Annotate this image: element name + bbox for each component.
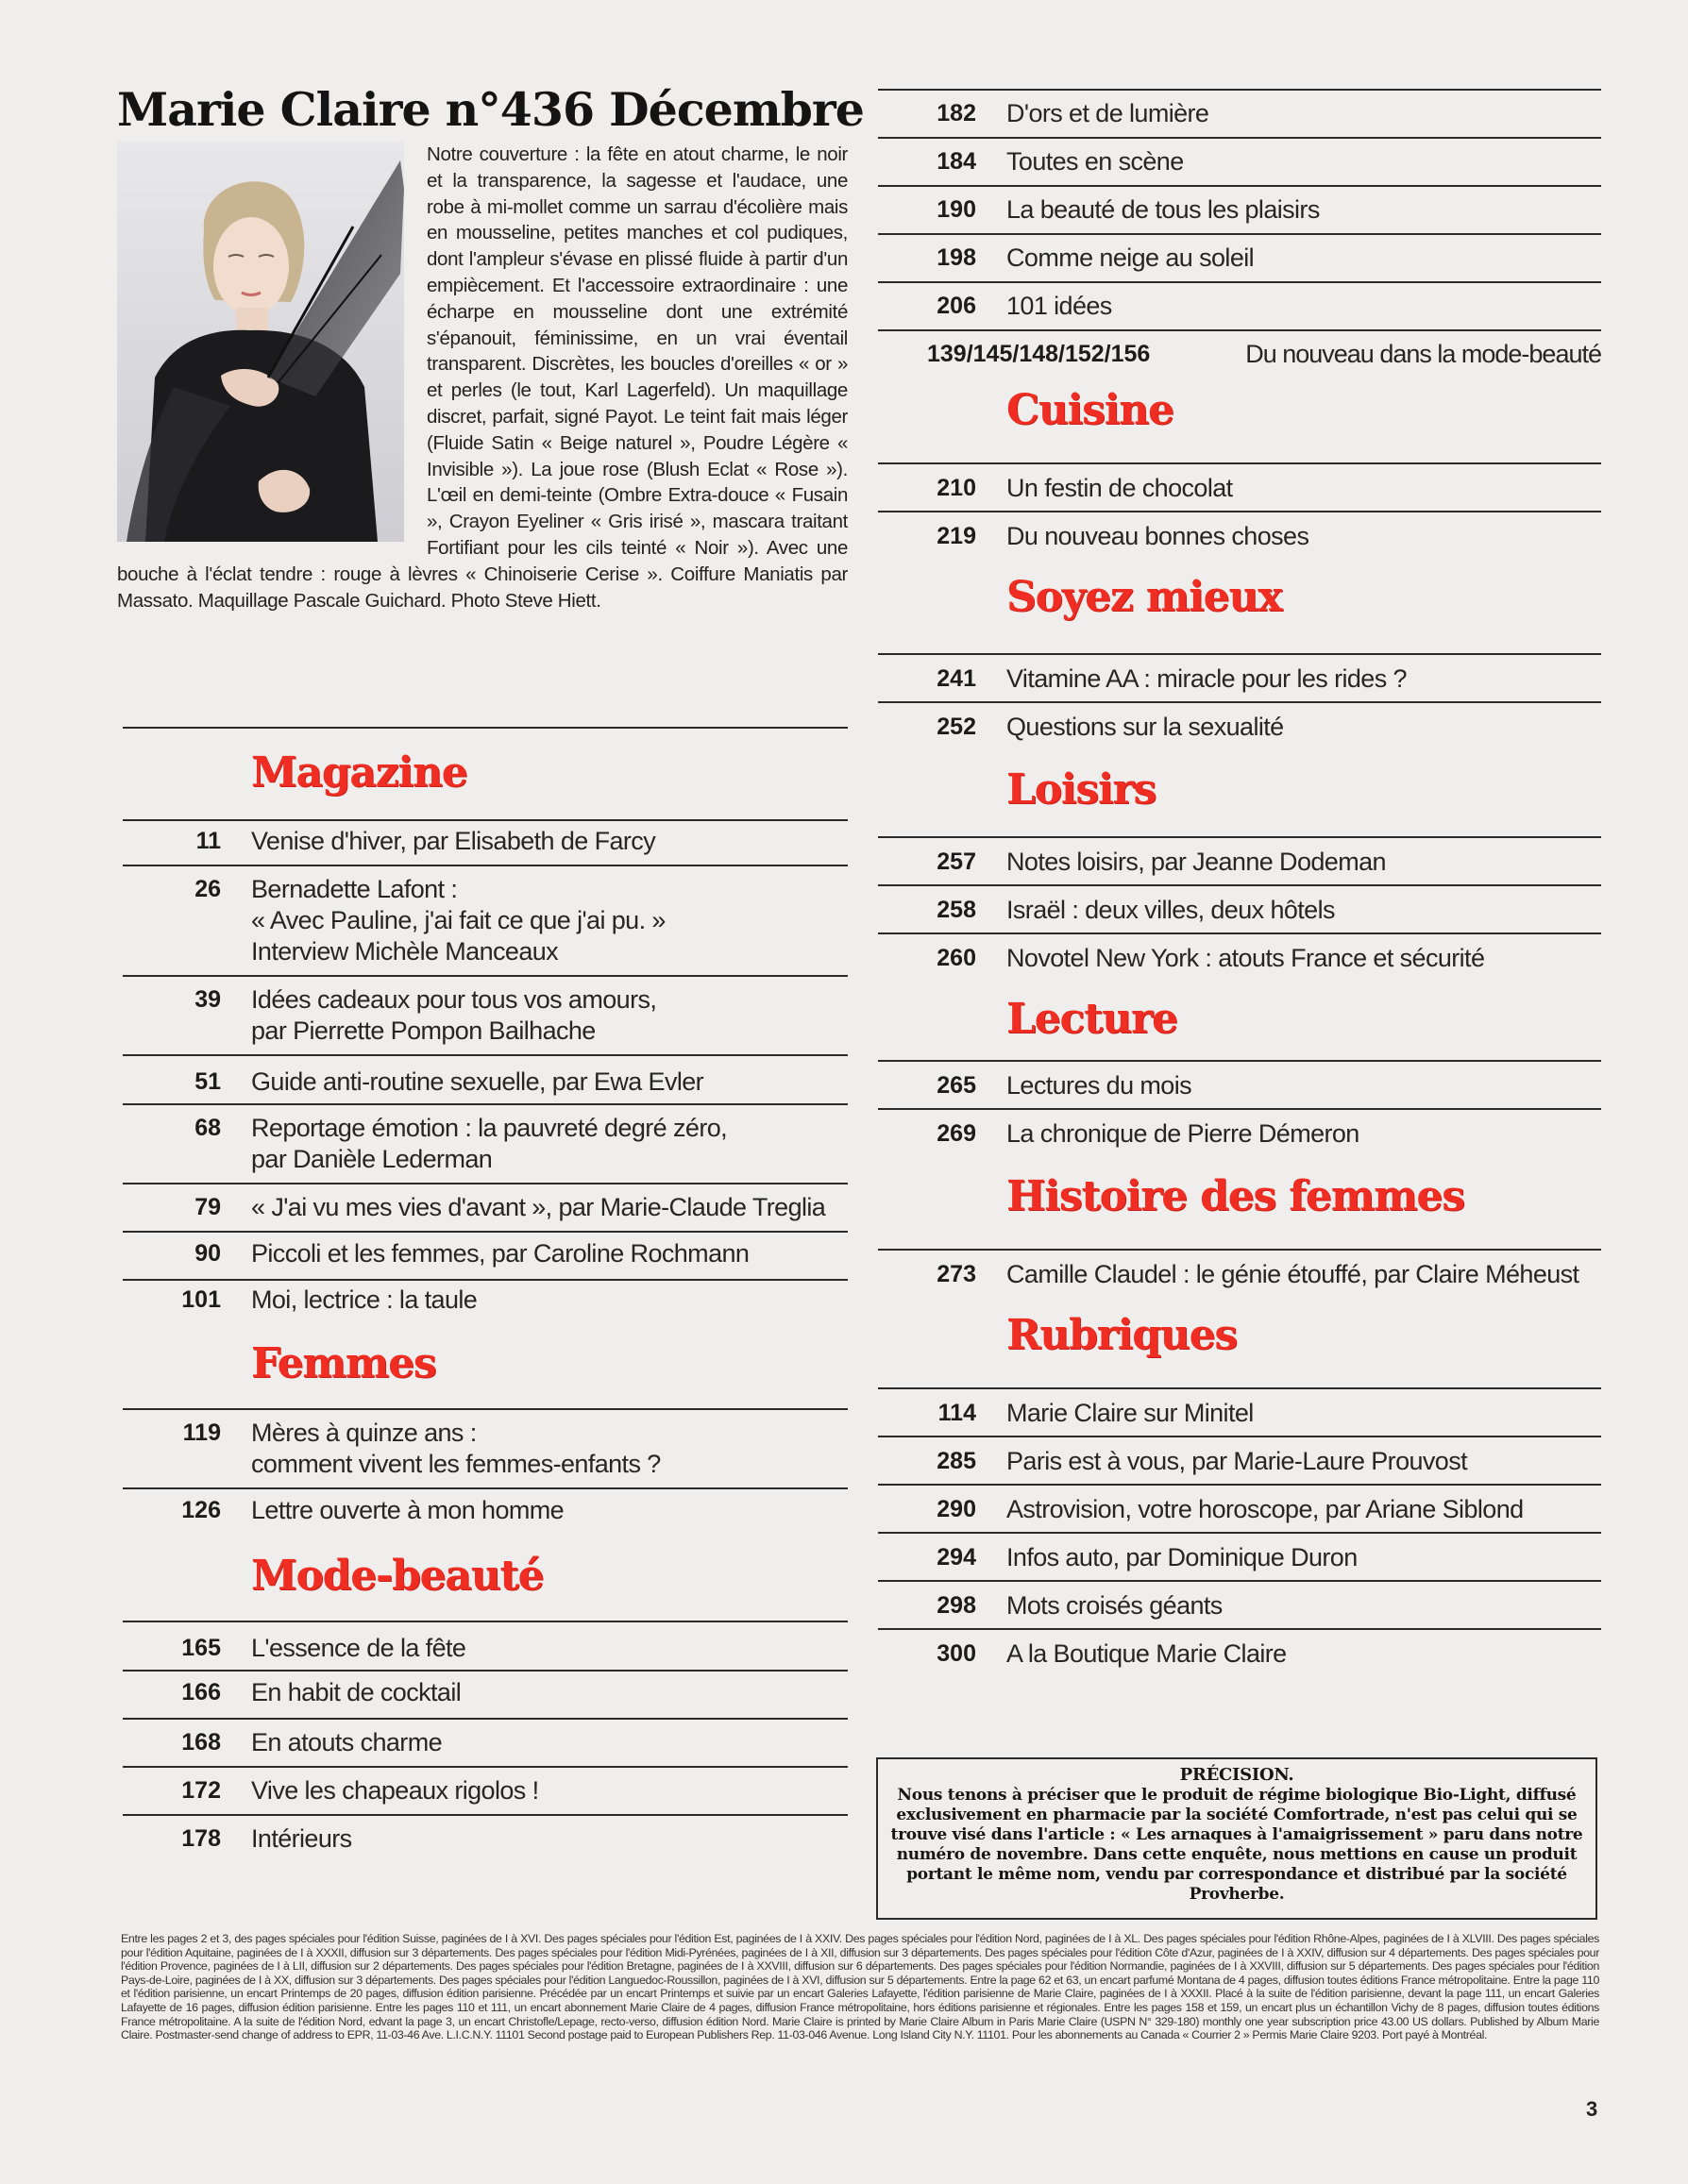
toc-entry-title: Toutes en scène — [1006, 147, 1184, 176]
section-title-mode-beaute: Mode-beauté — [251, 1552, 544, 1600]
toc-entry[interactable] — [878, 1437, 1601, 1486]
toc-page-number: 101 — [181, 1286, 221, 1313]
toc-entry[interactable] — [123, 866, 848, 977]
toc-entry-title: Reportage émotion : la pauvreté degré zéro, par Danièle Lederman — [251, 1114, 728, 1173]
toc-entry-title: Mots croisés géants — [1006, 1591, 1223, 1620]
toc-entry-title: Astrovision, votre horoscope, par Ariane Siblond — [1006, 1495, 1524, 1523]
toc-entry-title: Infos auto, par Dominique Duron — [1006, 1543, 1358, 1571]
toc-page-number: 68 — [194, 1115, 221, 1141]
toc-entry[interactable] — [123, 977, 848, 1056]
toc-page-number: 258 — [937, 897, 976, 923]
toc-page-number: 190 — [937, 196, 976, 223]
toc-entry-title: La beauté de tous les plaisirs — [1006, 195, 1320, 224]
toc-entry-title: Bernadette Lafont : « Avec Pauline, j'ai fait ce que j'ai pu. » Interview Michèle Manceaux — [251, 875, 666, 966]
toc-entry-title: Vitamine AA : miracle pour les rides ? — [1006, 664, 1407, 693]
toc-entry-title: A la Boutique Marie Claire — [1006, 1639, 1287, 1668]
toc-page-number: 260 — [937, 945, 976, 971]
toc-entry-title: Du nouveau dans la mode-beauté — [1245, 340, 1601, 368]
toc-page-number: 241 — [937, 665, 976, 692]
cover-model-illustration — [117, 142, 404, 542]
toc-entry[interactable] — [878, 464, 1601, 512]
toc-entry[interactable] — [123, 1720, 848, 1768]
toc-entry[interactable] — [123, 1622, 848, 1672]
toc-entry[interactable] — [123, 1184, 848, 1233]
toc-entry[interactable] — [878, 1630, 1601, 1676]
toc-entry-title: Paris est à vous, par Marie-Laure Prouvost — [1006, 1447, 1468, 1475]
toc-entry-title: Notes loisirs, par Jeanne Dodeman — [1006, 848, 1386, 876]
toc-entry[interactable] — [878, 934, 1601, 981]
toc-page-number: 168 — [181, 1729, 221, 1756]
toc-entry[interactable] — [878, 1582, 1601, 1630]
section-title-femmes: Femmes — [251, 1339, 436, 1387]
toc-page-number: 298 — [937, 1592, 976, 1619]
toc-entry[interactable] — [878, 1062, 1601, 1110]
toc-left-column — [123, 727, 848, 1855]
toc-page-number: 184 — [937, 148, 976, 175]
toc-entry[interactable] — [878, 1486, 1601, 1534]
toc-entry[interactable] — [878, 235, 1601, 283]
toc-entry-title: Novotel New York : atouts France et sécurité — [1006, 944, 1485, 972]
toc-page-number: 210 — [937, 475, 976, 501]
toc-entry[interactable] — [878, 1110, 1601, 1156]
toc-entry-title: Un festin de chocolat — [1006, 474, 1233, 502]
toc-page-number: 269 — [937, 1120, 976, 1147]
toc-entry-title: « J'ai vu mes vies d'avant », par Marie-Claude Treglia — [251, 1193, 826, 1221]
toc-page-number: 257 — [937, 848, 976, 875]
toc-page-number: 79 — [194, 1194, 221, 1220]
toc-entry[interactable] — [123, 1672, 848, 1720]
toc-page-number: 300 — [937, 1640, 976, 1667]
toc-entry[interactable] — [878, 331, 1601, 370]
cover-photo — [117, 142, 404, 542]
toc-entry-title: Camille Claudel : le génie étouffé, par Claire Méheust — [1006, 1260, 1579, 1288]
section-title-rubriques: Rubriques — [1006, 1311, 1237, 1359]
toc-entry[interactable] — [123, 1233, 848, 1281]
toc-entry-title: Idées cadeaux pour tous vos amours, par Pierrette Pompon Bailhache — [251, 985, 657, 1045]
section-title-soyez-mieux: Soyez mieux — [1006, 573, 1282, 621]
toc-entry[interactable] — [123, 1281, 848, 1316]
cover-caption: Notre couverture : la fête en atout charme, le noir et la transparence, la sagesse et l'audace, une robe à mi-mollet comme un sarrau d'écolière mais en mousseline, petites manches et col pudiques, dont l'ampleur s'évase en plissé fluide à partir d'un empiècement. Et l'accessoire extraordinaire : une écharpe en mousseline dont une extrémité s'épanouit, féminissime, en un vrai éventail transparent. Discrètes, les boucles d'oreilles « or » et perles (le tout, Karl Lagerfeld). Un maquillage discret, parfait, signé Payot. Le teint fait mais léger (Fluide Satin « Beige naturel », Poudre Légère « Invisible »). La joue rose (Blush Eclat « Rose »). L'œil en demi-teinte (Ombre Extra-douce « Fusain », Crayon Eyeliner « Gris irisé », mascara traitant Fortifiant pour les cils teinté « Noir »). Avec une bouche à l'éclat tendre : rouge à lèvres « Chinoiserie Cerise ». Coiffure Maniatis par Massato. Maquillage Pascale Guichard. Photo Steve Hiett. — [117, 143, 848, 612]
toc-page-number: 206 — [937, 293, 976, 319]
toc-entry[interactable] — [123, 1768, 848, 1816]
toc-page-number: 139/145/148/152/156 — [927, 341, 1151, 367]
issue-title: Marie Claire n°436 Décembre — [117, 82, 864, 137]
section-title-histoire-des-femmes: Histoire des femmes — [1006, 1172, 1464, 1220]
notice-text: Nous tenons à préciser que le produit de régime biologique Bio-Light, diffusé exclusivement en pharmacie par la société Comfortrade, n'est pas celui qui se trouve visé dans l'article : « Les arnaques à l'amaigrissement » paru dans notre numéro de novembre. Dans cette enquête, nous mettions en cause un produit portant le même nom, vendu par correspondance et distribué par la société Provherbe. — [890, 1786, 1583, 1904]
toc-entry-title: D'ors et de lumière — [1006, 99, 1209, 127]
toc-entry[interactable] — [878, 1389, 1601, 1437]
toc-page-number: 165 — [181, 1635, 221, 1661]
toc-entry[interactable] — [123, 1816, 848, 1855]
toc-page-number: 39 — [194, 986, 221, 1013]
toc-entry[interactable] — [123, 821, 848, 866]
toc-page-number: 51 — [194, 1068, 221, 1095]
toc-entry-title: Marie Claire sur Minitel — [1006, 1399, 1254, 1427]
toc-right-column — [878, 89, 1601, 1676]
toc-page-number: 273 — [937, 1261, 976, 1287]
toc-entry[interactable] — [878, 655, 1601, 703]
toc-entry[interactable] — [123, 1410, 848, 1489]
section-title-lecture: Lecture — [1006, 995, 1177, 1043]
toc-entry-title: Comme neige au soleil — [1006, 244, 1255, 272]
toc-page-number: 265 — [937, 1072, 976, 1099]
toc-entry[interactable] — [123, 1489, 848, 1526]
toc-entry[interactable] — [878, 1534, 1601, 1582]
toc-page-number: 182 — [937, 100, 976, 126]
notice-title: PRÉCISION. — [1179, 1765, 1294, 1785]
toc-entry[interactable] — [878, 886, 1601, 934]
toc-entry-title: Piccoli et les femmes, par Caroline Rochmann — [251, 1239, 750, 1268]
toc-page-number: 178 — [181, 1825, 221, 1852]
toc-page-number: 166 — [181, 1679, 221, 1705]
section-title-loisirs: Loisirs — [1006, 765, 1156, 814]
toc-entry-title: Du nouveau bonnes choses — [1006, 522, 1309, 550]
toc-entry-title: Mères à quinze ans : comment vivent les femmes-enfants ? — [251, 1419, 661, 1478]
toc-page-number: 252 — [937, 714, 976, 740]
toc-page-number: 172 — [181, 1777, 221, 1804]
toc-entry[interactable] — [123, 1105, 848, 1184]
toc-page-number: 11 — [195, 828, 221, 854]
toc-entry[interactable] — [878, 838, 1601, 886]
toc-entry-title: L'essence de la fête — [251, 1634, 466, 1662]
toc-entry[interactable] — [878, 283, 1601, 331]
toc-entry-title: Vive les chapeaux rigolos ! — [251, 1776, 539, 1805]
toc-entry[interactable] — [878, 91, 1601, 139]
toc-entry[interactable] — [878, 139, 1601, 187]
toc-entry-title: Intérieurs — [251, 1824, 352, 1853]
toc-entry-title: Guide anti-routine sexuelle, par Ewa Evler — [251, 1067, 704, 1096]
page-number: 3 — [1586, 2097, 1598, 2121]
toc-entry-title: En atouts charme — [251, 1728, 443, 1756]
toc-page-number: 198 — [937, 244, 976, 271]
section-title-cuisine: Cuisine — [1006, 386, 1173, 434]
toc-entry-title: En habit de cocktail — [251, 1678, 462, 1706]
section-title-magazine: Magazine — [251, 748, 467, 797]
toc-page-number: 290 — [937, 1496, 976, 1522]
toc-entry-title: Lectures du mois — [1006, 1071, 1191, 1100]
toc-page-number: 285 — [937, 1448, 976, 1474]
toc-page-number: 90 — [194, 1240, 221, 1267]
toc-page-number: 119 — [182, 1420, 221, 1446]
toc-entry[interactable] — [878, 512, 1601, 559]
toc-page-number: 219 — [937, 523, 976, 549]
toc-entry-title: Moi, lectrice : la taule — [251, 1285, 478, 1314]
toc-page-number: 114 — [937, 1400, 976, 1426]
toc-entry-title: Israël : deux villes, deux hôtels — [1006, 896, 1335, 924]
toc-entry-title: Lettre ouverte à mon homme — [251, 1496, 565, 1524]
toc-entry[interactable] — [878, 703, 1601, 749]
toc-page-number: 26 — [194, 876, 221, 902]
edition-small-print: Entre les pages 2 et 3, des pages spéciales pour l'édition Suisse, paginées de I à XVI. Des pages spéciales pour l'édition Est, paginées de I à XXIV. Des pages spéciales pour l'édition Nord, paginées de I à XL. Des pages spéciales pour l'édition Rhône-Alpes, paginées de I à XLVIII. Des pages spéciales pour l'édition Aquitaine, paginées de I à XXXII, diffusion sur 3 départements. Des pages spéciales pour l'édition Midi-Pyrénées, paginées de I à XII, diffusion sur 3 départements. Des pages spéciales pour l'édition Côte d'Azur, paginées de I à XXIV, diffusion sur 4 départements. Des pages spéciales pour l'édition Provence, paginées de I à LII, diffusion sur 2 départements. Des pages spéciales pour l'édition Bretagne, paginées de I à XXVIII, diffusion sur 6 départements. Des pages spéciales pour l'édition Normandie, paginées de I à XXVIII, diffusion sur 5 départements. Des pages spéciales pour l'édition Pays-de-Loire, paginées de I à XX, diffusion sur 3 départements. Des pages spéciales pour l'édition Languedoc-Roussillon, paginées de I à XVI, diffusion sur 5 départements. Entre la page 62 et 63, un encart parfumé Montana de 4 pages, diffusion toutes éditions France métropolitaine. Entre la page 110 et l'édition parisienne, un encart Printemps de 20 pages, diffusion édition parisienne. Précédée par un encart Printemps et suivie par un encart Galeries Lafayette, l'édition parisienne de Marie Claire, paginées de I à XXXII. Placé à la suite de l'édition parisienne, devant la page 111, un encart Galeries Lafayette de 16 pages, diffusion édition parisienne. Entre les pages 110 et 111, un encart abonnement Marie Claire de 4 pages, diffusion France métropolitaine, hors éditions parisienne et régionales. Entre les pages 158 et 159, un encart plus un échantillon Vichy de 8 pages, diffusion toutes éditions France métropolitaine. A la suite de l'édition Nord, edvant la page 3, un encart Christofle/Lepage, recto-verso, diffusion édition Nord. Marie Claire is printed by Marie Claire Album in Paris Marie Claire (USPN N° 329-180) monthly one year subscription price 43.00 US dollars. Published by Album Marie Claire. Postmaster-send change of address to EPR, 11-03-46 Ave. L.I.C.N.Y. 11101 Second postage paid to European Publishers Rep. 11-03-046 Avenue. Long Island City N.Y. 11101. Pour les abonnements au Canada « Courrier 2 » Permis Marie Claire 9203. Port payé à Montréal. — [121, 1932, 1599, 2042]
toc-entry-title: Venise d'hiver, par Elisabeth de Farcy — [251, 827, 656, 855]
toc-entry-title: La chronique de Pierre Démeron — [1006, 1119, 1359, 1148]
toc-entry-title: Questions sur la sexualité — [1006, 713, 1284, 741]
toc-page-number: 294 — [937, 1544, 976, 1571]
precision-notice — [876, 1757, 1597, 1920]
toc-entry[interactable] — [123, 1056, 848, 1105]
toc-entry[interactable] — [878, 1251, 1601, 1297]
cover-description — [117, 142, 848, 613]
toc-page-number: 126 — [181, 1497, 221, 1523]
toc-entry-title: 101 idées — [1006, 292, 1112, 320]
toc-entry[interactable] — [878, 187, 1601, 235]
